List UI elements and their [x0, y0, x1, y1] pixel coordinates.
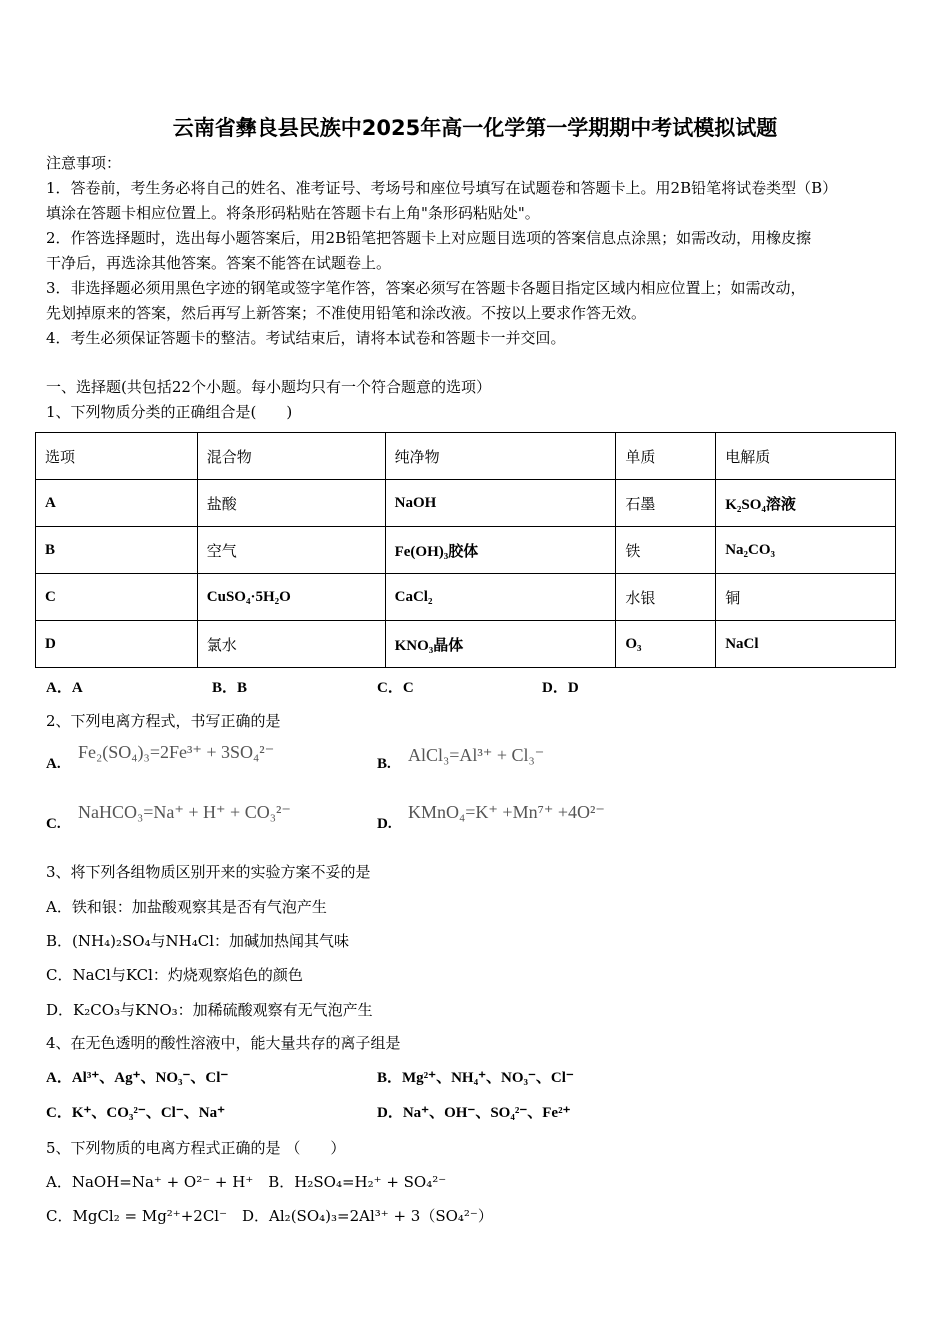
q4-option-b: B．Mg²⁺、NH₄⁺、NO₃⁻、Cl⁻: [377, 1070, 574, 1086]
q2-label-c: C.: [46, 816, 61, 832]
header-cell: 单质: [616, 433, 716, 480]
cell: 铜: [716, 574, 896, 621]
q1-option-c: C．C: [377, 680, 414, 696]
header-cell: 混合物: [197, 433, 385, 480]
q2-option-a: Fe₂(SO₄)₃=2Fe³⁺ + 3SO₄²⁻: [78, 742, 275, 762]
cell: 石墨: [616, 480, 716, 527]
cell: KNO₃晶体: [385, 621, 616, 668]
cell: 水银: [616, 574, 716, 621]
header-cell: 纯净物: [385, 433, 616, 480]
table-row: [36, 574, 896, 621]
q2-option-c: NaHCO₃=Na⁺ + H⁺ + CO₃²⁻: [78, 802, 291, 822]
q3-option-a: A．铁和银：加盐酸观察其是否有气泡产生: [46, 898, 327, 916]
cell: 氯水: [197, 621, 385, 668]
q4-stem: 4、在无色透明的酸性溶液中，能大量共存的离子组是: [46, 1034, 401, 1052]
cell: C: [36, 574, 198, 621]
cell: NaCl: [716, 621, 896, 668]
q5-options-ab: A．NaOH=Na⁺ + O²⁻ + H⁺ B．H₂SO₄=H₂⁺ + SO₄²⁻: [46, 1173, 447, 1191]
header-cell: 选项: [36, 433, 198, 480]
q2-label-d: D.: [377, 816, 392, 832]
notice-line: 先划掉原来的答案，然后再写上新答案；不准使用铅笔和涂改液。不按以上要求作答无效。: [46, 304, 647, 322]
notice-line: 4．考生必须保证答题卡的整洁。考试结束后，请将本试卷和答题卡一并交回。: [46, 329, 566, 347]
table-row: [36, 480, 896, 527]
q2-stem: 2、下列电离方程式，书写正确的是: [46, 712, 281, 730]
notice-line: 干净后，再选涂其他答案。答案不能答在试题卷上。: [46, 254, 392, 272]
table-header-row: [36, 433, 896, 480]
cell: 铁: [616, 527, 716, 574]
page-title: 云南省彝良县民族中2025年高一化学第一学期期中考试模拟试题: [172, 116, 778, 140]
cell: O₃: [616, 621, 716, 668]
q4-option-a: A．Al³⁺、Ag⁺、NO₃⁻、Cl⁻: [46, 1070, 229, 1086]
classification-table: [35, 432, 896, 668]
notice-line: 填涂在答题卡相应位置上。将条形码粘贴在答题卡右上角"条形码粘贴处"。: [46, 204, 540, 222]
cell: CuSO₄·5H₂O: [197, 574, 385, 621]
q4-option-d: D．Na⁺、OH⁻、SO₄²⁻、Fe²⁺: [377, 1105, 571, 1121]
q3-option-c: C．NaCl与KCl：灼烧观察焰色的颜色: [46, 966, 303, 984]
q5-options-cd: C．MgCl₂ = Mg²⁺+2Cl⁻ D．Al₂(SO₄)₃=2Al³⁺ + 3（SO₄²⁻）: [46, 1207, 493, 1225]
cell: K₂SO₄溶液: [716, 480, 896, 527]
notice-line: 2．作答选择题时，选出每小题答案后，用2B铅笔把答题卡上对应题目选项的答案信息点涂黑；如需改动，用橡皮擦: [46, 229, 812, 247]
cell: NaOH: [385, 480, 616, 527]
q1-stem: 1、下列物质分类的正确组合是( ): [46, 403, 293, 421]
q5-stem: 5、下列物质的电离方程式正确的是 （ ）: [46, 1139, 346, 1157]
cell: Na₂CO₃: [716, 527, 896, 574]
q4-option-c: C．K⁺、CO₃²⁻、Cl⁻、Na⁺: [46, 1105, 225, 1121]
notice-line: 3．非选择题必须用黑色字迹的钢笔或签字笔作答，答案必须写在答题卡各题目指定区域内相应位置上；如需改动，: [46, 279, 806, 297]
cell: Fe(OH)₃胶体: [385, 527, 616, 574]
q2-option-b: AlCl₃=Al³⁺ + Cl₃⁻: [408, 745, 545, 765]
q2-option-d: KMnO₄=K⁺ +Mn⁷⁺ +4O²⁻: [408, 802, 605, 822]
cell: D: [36, 621, 198, 668]
q1-option-a: A．A: [46, 680, 83, 696]
cell: CaCl₂: [385, 574, 616, 621]
q2-label-b: B.: [377, 756, 391, 772]
table-row: [36, 621, 896, 668]
q3-option-b: B．(NH₄)₂SO₄与NH₄Cl：加碱加热闻其气味: [46, 932, 350, 950]
header-cell: 电解质: [716, 433, 896, 480]
cell: 空气: [197, 527, 385, 574]
notice-line: 1．答卷前，考生务必将自己的姓名、准考证号、考场号和座位号填写在试题卷和答题卡上。用2B铅笔将试卷类型（B）: [46, 179, 838, 197]
cell: A: [36, 480, 198, 527]
q3-stem: 3、将下列各组物质区别开来的实验方案不妥的是: [46, 863, 371, 881]
section-heading: 一、选择题(共包括22个小题。每小题均只有一个符合题意的选项）: [46, 378, 491, 396]
q1-option-d: D．D: [542, 680, 579, 696]
cell: 盐酸: [197, 480, 385, 527]
cell: B: [36, 527, 198, 574]
q1-option-b: B．B: [212, 680, 248, 696]
table-row: [36, 527, 896, 574]
q2-label-a: A.: [46, 756, 61, 772]
q3-option-d: D．K₂CO₃与KNO₃：加稀硫酸观察有无气泡产生: [46, 1001, 373, 1019]
notice-heading: 注意事项：: [46, 154, 122, 172]
